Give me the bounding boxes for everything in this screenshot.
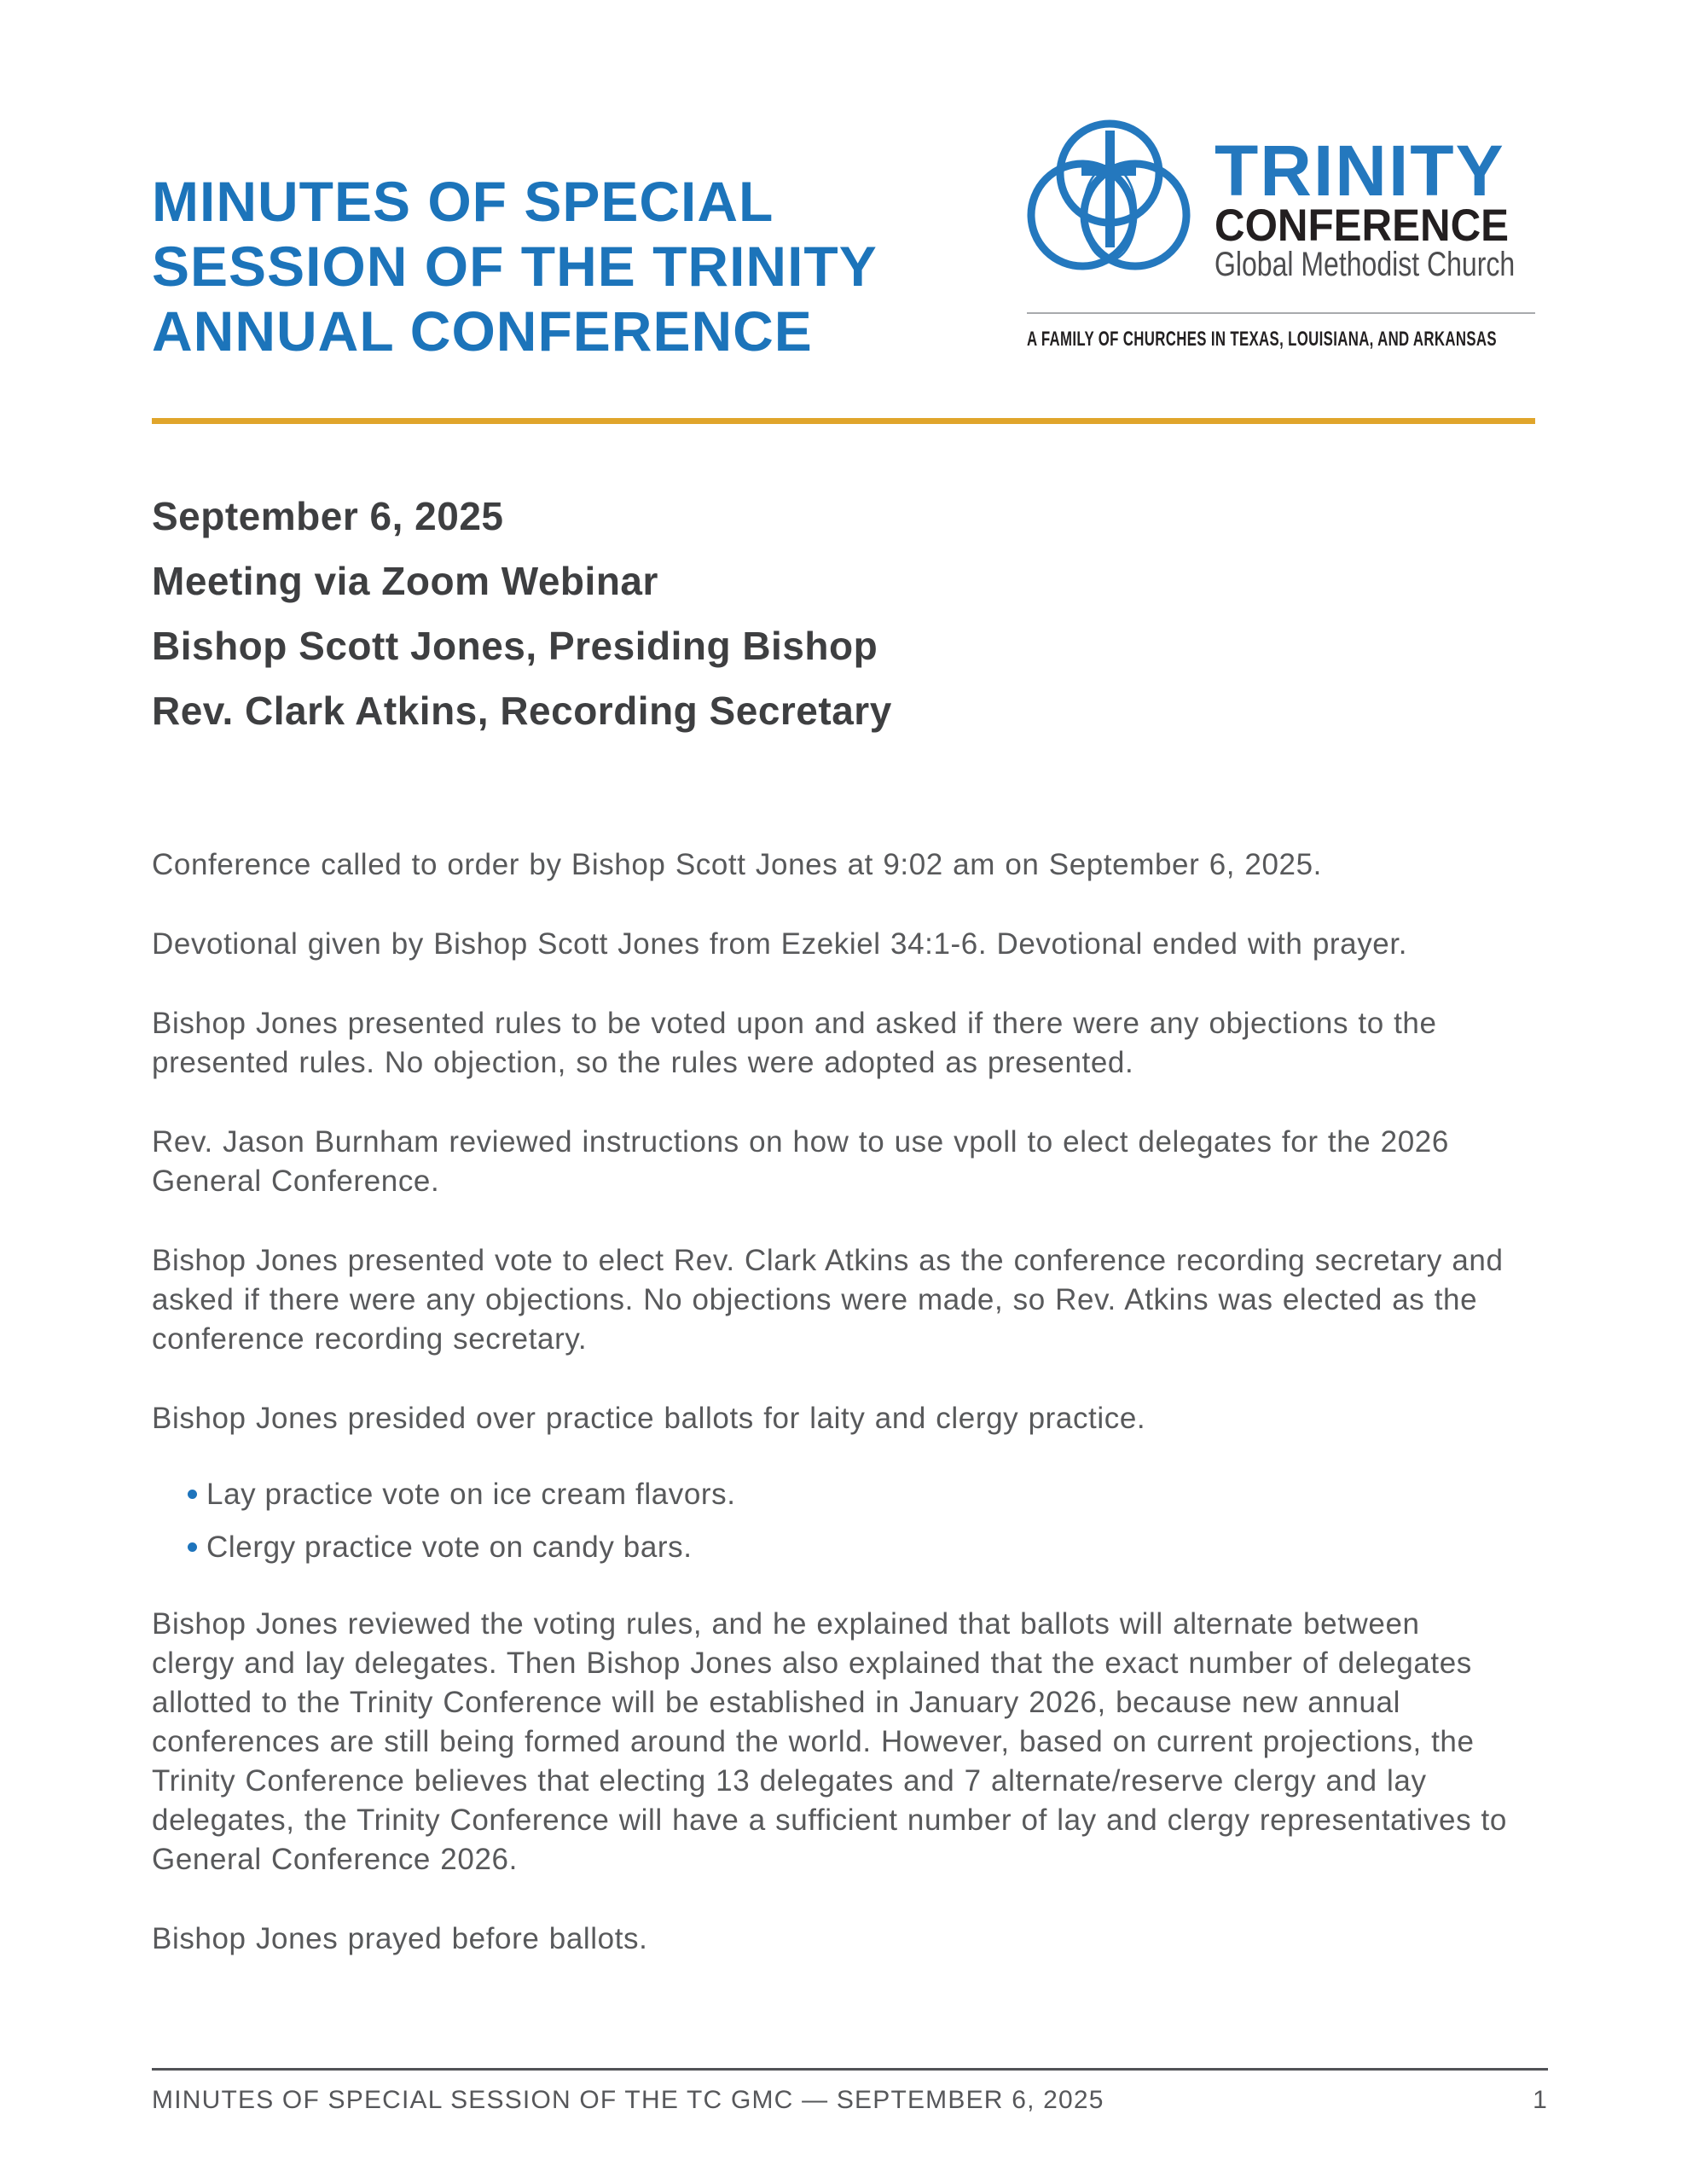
logo-divider xyxy=(1027,312,1535,314)
bullet-icon xyxy=(188,1490,197,1499)
logo-tagline: A FAMILY OF CHURCHES IN TEXAS, LOUISIANA, AND ARKANSAS xyxy=(1027,328,1497,351)
paragraph: Bishop Jones prayed before ballots. xyxy=(152,1922,648,1955)
meta-presiding-bishop: Bishop Scott Jones, Presiding Bishop xyxy=(152,624,878,668)
paragraph: Bishop Jones presented rules to be voted upon and asked if there were any objections to the presented rules. No objection, so the rules were adopted as presented. xyxy=(152,1007,1437,1079)
list-item xyxy=(152,1475,1448,1514)
paragraph: Conference called to order by Bishop Scott Jones at 9:02 am on September 6, 2025. xyxy=(152,848,1323,881)
footer-divider xyxy=(152,2068,1548,2071)
bullet-icon xyxy=(188,1542,197,1552)
logo-wordmark xyxy=(1215,119,1518,282)
logo-lockup xyxy=(1027,119,1535,282)
minutes-body xyxy=(152,845,1535,1959)
paragraph: Rev. Jason Burnham reviewed instructions on how to use vpoll to elect delegates for the 2026 General Conference. xyxy=(152,1125,1449,1198)
practice-ballot-list xyxy=(152,1475,1535,1567)
logo-org: Global Methodist Church xyxy=(1215,246,1516,283)
list-item-text: Lay practice vote on ice cream flavors. xyxy=(206,1478,736,1511)
paragraph: Devotional given by Bishop Scott Jones from Ezekiel 34:1-6. Devotional ended with prayer. xyxy=(152,927,1408,961)
footer-row xyxy=(152,2086,1548,2115)
logo-name: TRINITY xyxy=(1215,131,1505,211)
footer-title: MINUTES OF SPECIAL SESSION OF THE TC GMC — SEPTEMBER 6, 2025 xyxy=(152,2086,1104,2114)
trinity-circles-cross-icon xyxy=(1027,119,1191,271)
list-item-text: Clergy practice vote on candy bars. xyxy=(206,1531,693,1564)
title-divider xyxy=(152,418,1535,424)
meta-location: Meeting via Zoom Webinar xyxy=(152,559,658,603)
page-footer xyxy=(152,2068,1548,2115)
meta-recording-secretary: Rev. Clark Atkins, Recording Secretary xyxy=(152,688,892,733)
page-number: 1 xyxy=(1533,2086,1548,2114)
meta-date: September 6, 2025 xyxy=(152,494,504,538)
page-title: MINUTES OF SPECIAL SESSION OF THE TRINITY ANNUAL CONFERENCE xyxy=(152,170,877,363)
list-item xyxy=(152,1528,1448,1567)
paragraph: Bishop Jones presented vote to elect Rev. Clark Atkins as the conference recording secretary and asked if there were any objections. No objections were made, so Rev. Atkins was elected as the conference recording secretary. xyxy=(152,1244,1504,1356)
paragraph: Bishop Jones reviewed the voting rules, and he explained that ballots will alternate between clergy and lay delegates. Then Bishop Jones also explained that the exact number of delegates allotted to the Trinity Conference will be established in January 2026, because new annual conferences are still being formed around the world. However, based on current projections, the Trinity Conference believes that electing 13 delegates and 7 alternate/reserve clergy and lay delegates, the Trinity Conference will have a sufficient number of lay and clergy representatives to General Conference 2026. xyxy=(152,1607,1507,1876)
paragraph: Bishop Jones presided over practice ballots for laity and clergy practice. xyxy=(152,1402,1146,1435)
logo-subname: CONFERENCE xyxy=(1215,200,1510,251)
trinity-conference-logo xyxy=(1027,119,1535,351)
meeting-meta xyxy=(152,484,1535,743)
document-header xyxy=(152,0,1535,363)
